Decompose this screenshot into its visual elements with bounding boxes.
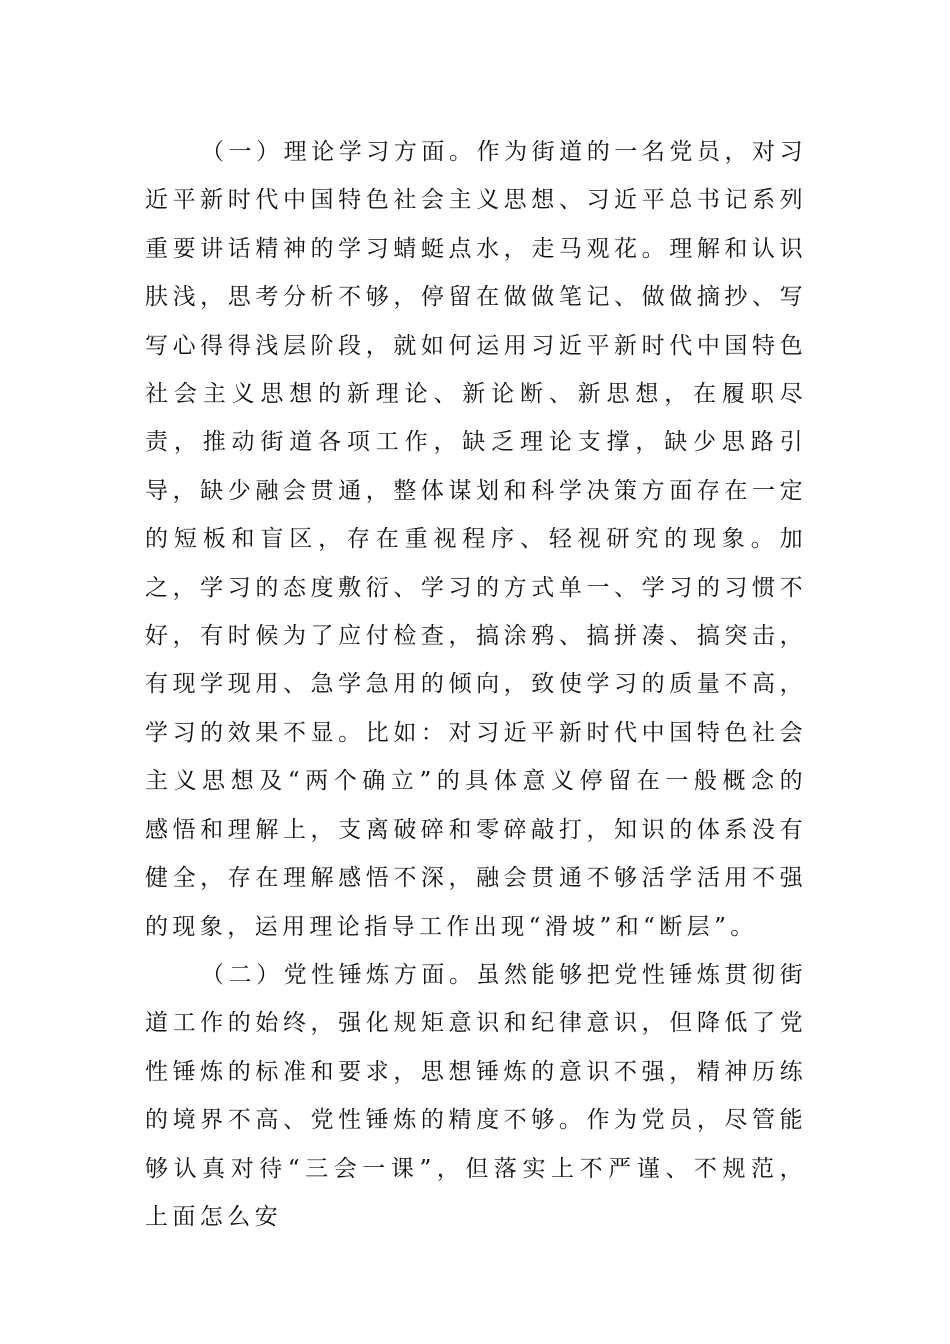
paragraph-party-spirit: （二）党性锤炼方面。虽然能够把党性锤炼贯彻街道工作的始终，强化规矩意识和纪律意识，但降低了党性锤炼的标准和要求，思想锤炼的意识不强，精神历练的境界不高、党性锤炼的精度不够。作为党员，尽管能够认真对待“三会一课”，但落实上不严谨、不规范，上面怎么安 (145, 961, 807, 1230)
paragraph-theory-study: （一）理论学习方面。作为街道的一名党员，对习近平新时代中国特色社会主义思想、习近平总书记系列重要讲话精神的学习蜻蜓点水，走马观花。理解和认识肤浅，思考分析不够，停留在做做笔记、做做摘抄、写写心得得浅层阶段，就如何运用习近平新时代中国特色社会主义思想的新理论、新论断、新思想，在履职尽责，推动街道各项工作，缺乏理论支撑，缺少思路引导，缺少融会贯通，整体谋划和科学决策方面存在一定的短板和盲区，存在重视程序、轻视研究的现象。加之，学习的态度敷衍、学习的方式单一、学习的习惯不好，有时候为了应付检查，搞涂鸦、搞拼凑、搞突击，有现学现用、急学急用的倾向，致使学习的质量不高，学习的效果不显。比如：对习近平新时代中国特色社会主义思想及“两个确立”的具体意义停留在一般概念的感悟和理解上，支离破碎和零碎敲打，知识的体系没有健全，存在理解感悟不深，融会贯通不够活学活用不强的现象，运用理论指导工作出现“滑坡”和“断层”。 (145, 139, 807, 940)
document-body (145, 128, 807, 1241)
